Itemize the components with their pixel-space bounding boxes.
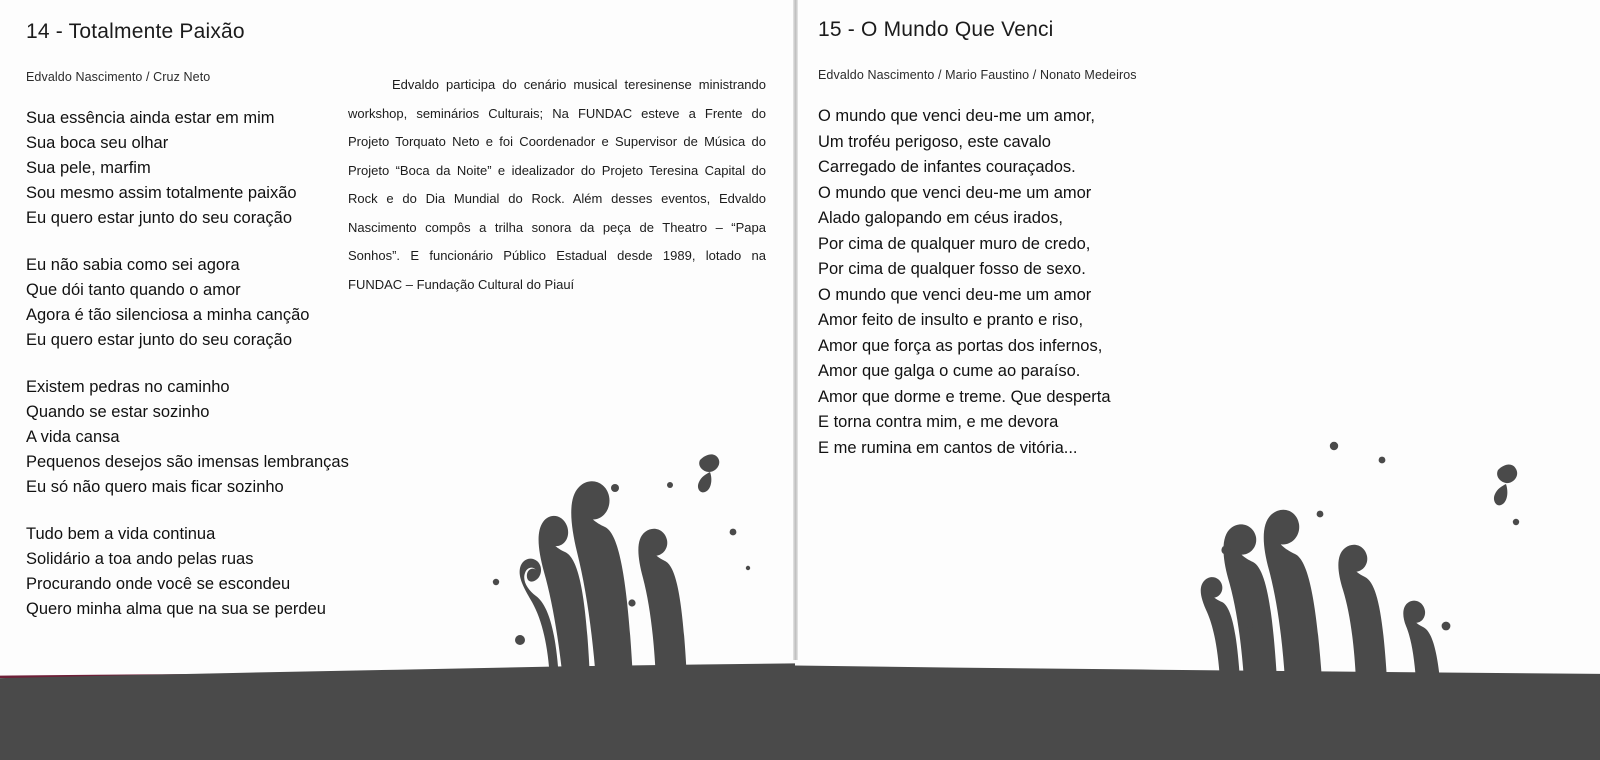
lyric-line: Agora é tão silenciosa a minha canção <box>26 306 310 324</box>
ink-splash-left-illustration <box>400 430 800 680</box>
lyric-line: Procurando onde você se escondeu <box>26 575 291 593</box>
biography-block <box>348 58 766 312</box>
lyric-line: Amor feito de insulto e pranto e riso, <box>818 311 1084 329</box>
lyric-line: A vida cansa <box>26 428 120 446</box>
lyrics-stanza <box>26 253 326 353</box>
lyric-line: Sou mesmo assim totalmente paixão <box>26 184 297 202</box>
page-title: 14 - Totalmente Paixão <box>26 20 245 43</box>
lyric-line: Que dói tanto quando o amor <box>26 281 241 299</box>
lyric-line: Sua pele, marfim <box>26 159 151 177</box>
lyric-line: Tudo bem a vida continua <box>26 525 216 543</box>
song-credits: Edvaldo Nascimento / Cruz Neto <box>26 70 211 84</box>
lyric-line: O mundo que venci deu-me um amor <box>818 183 1092 202</box>
lyric-line: Amor que dorme e treme. Que desperta <box>818 387 1111 406</box>
lyric-line: Alado galopando em céus irados, <box>818 209 1063 227</box>
right-page-song <box>818 18 1218 461</box>
lyrics-stanza <box>26 375 349 500</box>
ink-splash-right-illustration <box>1180 400 1600 680</box>
lyric-line: Eu quero estar junto do seu coração <box>26 331 293 349</box>
lyric-line: Sua boca seu olhar <box>26 134 169 152</box>
lyric-line: Amor que galga o cume ao paraíso. <box>818 362 1081 380</box>
lyric-line: Eu não sabia como sei agora <box>26 256 240 274</box>
lyric-line: Eu quero estar junto do seu coração <box>26 209 293 227</box>
lyric-line: Um troféu perigoso, este cavalo <box>818 132 1051 151</box>
lyric-line: E torna contra mim, e me devora <box>818 413 1059 431</box>
lyric-line: Sua essência ainda estar em mim <box>26 109 275 127</box>
left-page-song <box>26 20 349 644</box>
lyric-line: Pequenos desejos são imensas lembranças <box>26 453 349 471</box>
page-gutter <box>793 0 798 660</box>
lyric-line: Por cima de qualquer fosso de sexo. <box>818 260 1086 278</box>
biography-text: Edvaldo participa do cenário musical teresinense ministrando workshop, seminários Culturais; Na FUNDAC esteve a Frente do Projeto Torquato Neto e foi Coordenador e Supervisor de Música do Projeto “Boca da Noite” e idealizador do Projeto Teresina Capital do Rock e do Dia Mundial do Rock. Além desses eventos, Edvaldo Nascimento compôs a trilha sonora da peça de Theatro – “Papa Sonhos”. E funcionário Público Estadual desde 1989, lotado na FUNDAC – Fundação Cultural do Piauí <box>348 77 766 292</box>
lyric-line: Eu só não quero mais ficar sozinho <box>26 478 284 496</box>
page-title: 15 - O Mundo Que Venci <box>818 18 1054 41</box>
ink-pool-left <box>0 655 795 760</box>
lyrics-stanza <box>26 522 326 622</box>
song-credits: Edvaldo Nascimento / Mario Faustino / Nonato Medeiros <box>818 68 1137 82</box>
lyric-line: Por cima de qualquer muro de credo, <box>818 234 1091 253</box>
lyric-line: Quero minha alma que na sua se perdeu <box>26 600 326 618</box>
lyric-line: Existem pedras no caminho <box>26 378 230 396</box>
lyric-line: Carregado de infantes couraçados. <box>818 158 1076 176</box>
lyric-line: Quando se estar sozinho <box>26 403 210 421</box>
lyric-line: O mundo que venci deu-me um amor <box>818 285 1092 304</box>
ink-pool-right <box>795 655 1600 760</box>
lyrics-stanza <box>26 106 326 231</box>
lyrics-stanza <box>818 104 1218 461</box>
lyric-line: E me rumina em cantos de vitória... <box>818 438 1078 457</box>
lyric-line: Amor que força as portas dos infernos, <box>818 336 1103 355</box>
lyric-line: Solidário a toa ando pelas ruas <box>26 550 254 568</box>
lyric-line: O mundo que venci deu-me um amor, <box>818 107 1095 125</box>
